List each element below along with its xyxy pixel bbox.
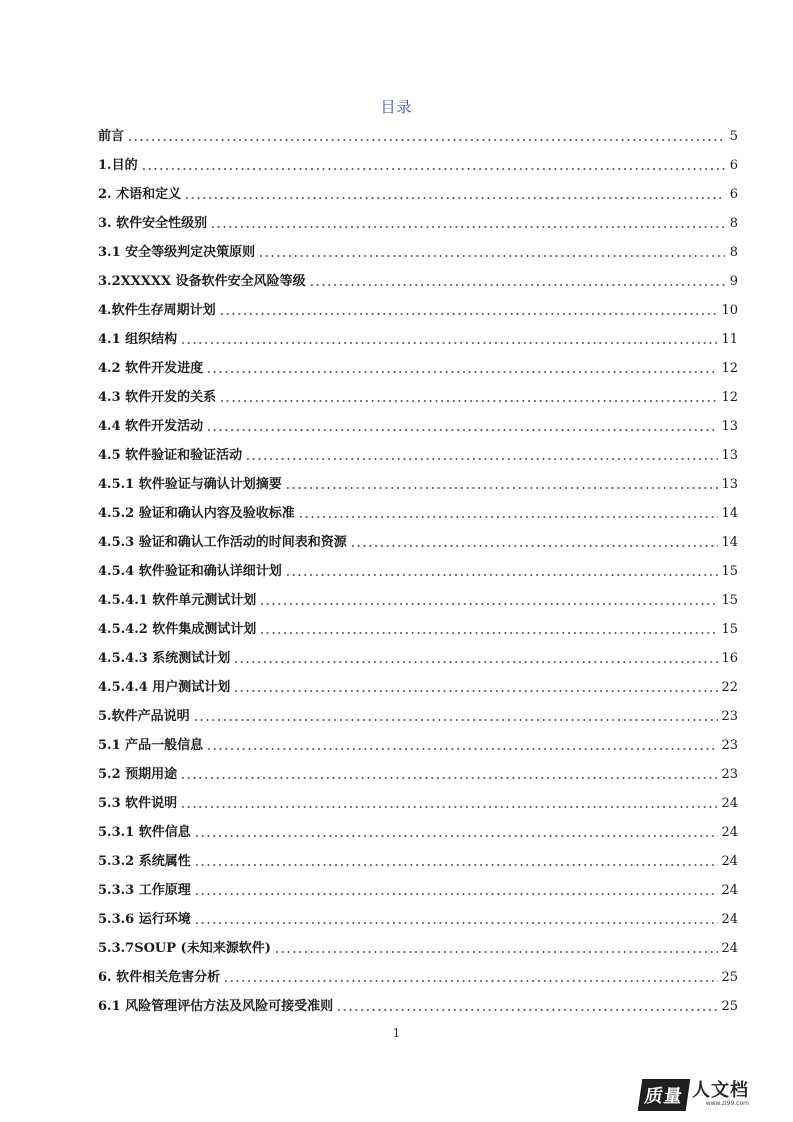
toc-entry-label: 前言 [98,129,125,144]
toc-entry-page: 15 [721,622,738,637]
toc-entry-label: 6. 软件相关危害分析 [98,970,221,985]
toc-entry[interactable] [98,174,738,203]
toc-entry[interactable] [98,754,738,783]
toc-dot-leader [206,429,718,431]
toc-dot-leader [219,313,719,315]
toc-entry-page: 8 [729,245,738,260]
toc-entry-page: 14 [721,535,738,550]
toc-entry-label: 4.5.1 软件验证与确认计划摘要 [98,477,282,492]
toc-list [98,116,738,1015]
toc-entry-page: 12 [721,390,738,405]
toc-dot-leader [274,951,719,953]
toc-entry-page: 24 [721,796,738,811]
toc-entry-page: 24 [721,941,738,956]
toc-entry-page: 11 [721,332,738,347]
toc-entry-page: 13 [721,419,738,434]
toc-dot-leader [233,661,718,663]
toc-entry[interactable] [98,116,738,145]
toc-entry-label: 5.2 预期用途 [98,767,178,782]
toc-entry-label: 2. 术语和定义 [98,187,182,202]
toc-entry[interactable] [98,261,738,290]
toc-entry-label: 4.5.4.1 软件单元测试计划 [98,593,257,608]
toc-entry[interactable] [98,464,738,493]
toc-entry-label: 4.3 软件开发的关系 [98,390,217,405]
toc-dot-leader [193,719,719,721]
toc-entry[interactable] [98,870,738,899]
toc-dot-leader [210,226,725,228]
toc-entry-label: 4.5.4.2 软件集成测试计划 [98,622,257,637]
toc-entry-page: 25 [721,999,738,1014]
toc-entry[interactable] [98,377,738,406]
toc-entry[interactable] [98,928,738,957]
toc-entry-page: 14 [721,506,738,521]
toc-entry[interactable] [98,696,738,725]
toc-entry[interactable] [98,725,738,754]
toc-dot-leader [258,255,725,257]
toc-entry[interactable] [98,232,738,261]
toc-entry-label: 5.软件产品说明 [98,709,190,724]
toc-entry-label: 5.3.3 工作原理 [98,883,191,898]
toc-dot-leader [180,342,718,344]
toc-entry-label: 5.3.2 系统属性 [98,854,191,869]
toc-dot-leader [259,632,718,634]
toc-entry-label: 6.1 风险管理评估方法及风险可接受准则 [98,999,334,1014]
toc-entry-label: 5.3.1 软件信息 [98,825,191,840]
watermark-logo [640,1078,782,1112]
toc-entry-page: 15 [721,564,738,579]
toc-dot-leader [298,516,719,518]
toc-entry-page: 6 [729,187,738,202]
toc-entry-page: 25 [721,970,738,985]
toc-entry-page: 12 [721,361,738,376]
toc-entry-page: 15 [721,593,738,608]
toc-entry-label: 5.3 软件说明 [98,796,178,811]
toc-entry-label: 4.1 组织结构 [98,332,178,347]
toc-entry[interactable] [98,899,738,928]
toc-dot-leader [223,980,718,982]
toc-entry-page: 23 [721,709,738,724]
toc-entry[interactable] [98,435,738,464]
toc-entry[interactable] [98,841,738,870]
toc-entry-page: 13 [721,477,738,492]
toc-entry-label: 3.1 安全等级判定决策原则 [98,245,256,260]
toc-entry-page: 24 [721,825,738,840]
toc-entry-label: 4.5.4.3 系统测试计划 [98,651,231,666]
toc-entry[interactable] [98,348,738,377]
toc-entry[interactable] [98,783,738,812]
toc-entry[interactable] [98,551,738,580]
toc-entry-label: 3.2XXXXX 设备软件安全风险等级 [98,274,306,289]
toc-entry[interactable] [98,580,738,609]
toc-entry-label: 4.5.2 验证和确认内容及验收标准 [98,506,295,521]
toc-entry-page: 8 [729,216,738,231]
toc-entry-label: 4.5.3 验证和确认工作活动的时间表和资源 [98,535,347,550]
toc-entry[interactable] [98,957,738,986]
toc-entry-label: 4.2 软件开发进度 [98,361,204,376]
toc-dot-leader [184,197,725,199]
toc-entry-label: 4.5.4 软件验证和确认详细计划 [98,564,282,579]
toc-entry-page: 24 [721,854,738,869]
page-number: 1 [392,1026,401,1040]
toc-dot-leader [194,835,719,837]
watermark-brand [692,1082,749,1108]
toc-dot-leader [194,922,719,924]
toc-entry-page: 16 [721,651,738,666]
toc-title: 目录 [380,98,413,116]
toc-dot-leader [259,603,718,605]
toc-entry[interactable] [98,203,738,232]
toc-entry[interactable] [98,667,738,696]
toc-dot-leader [194,864,719,866]
toc-dot-leader [350,545,719,547]
toc-dot-leader [336,1009,718,1011]
toc-entry-label: 4.5 软件验证和验证活动 [98,448,243,463]
toc-entry-page: 24 [721,883,738,898]
toc-entry[interactable] [98,290,738,319]
toc-dot-leader [180,806,718,808]
toc-dot-leader [245,458,718,460]
toc-entry-label: 5.3.7SOUP (未知来源软件) [98,941,271,956]
toc-entry-page: 24 [721,912,738,927]
toc-dot-leader [206,371,718,373]
toc-dot-leader [127,139,725,141]
toc-entry-page: 23 [721,767,738,782]
toc-entry[interactable] [98,638,738,667]
toc-dot-leader [219,400,718,402]
toc-dot-leader [233,690,718,692]
toc-entry[interactable] [98,406,738,435]
toc-entry[interactable] [98,145,738,174]
watermark-url: www.zl99.com [705,1100,749,1107]
toc-entry-page: 5 [729,129,738,144]
toc-entry-label: 5.1 产品一般信息 [98,738,204,753]
toc-dot-leader [309,284,725,286]
toc-entry-page: 23 [721,738,738,753]
toc-dot-leader [285,574,719,576]
toc-entry-label: 3. 软件安全性级别 [98,216,208,231]
toc-entry[interactable] [98,812,738,841]
toc-entry-label: 4.4 软件开发活动 [98,419,204,434]
toc-entry-page: 22 [721,680,738,695]
toc-dot-leader [206,748,718,750]
toc-entry-label: 4.软件生存周期计划 [98,303,216,318]
toc-dot-leader [194,893,719,895]
toc-entry-page: 6 [729,158,738,173]
toc-entry-label: 5.3.6 运行环境 [98,912,191,927]
watermark-brand-box: 质量 [638,1079,690,1111]
toc-entry-label: 1.目的 [98,158,138,173]
toc-entry-page: 9 [729,274,738,289]
toc-entry[interactable] [98,609,738,638]
watermark-brand-text: 人文档 [692,1080,749,1101]
toc-dot-leader [285,487,719,489]
toc-entry-label: 4.5.4.4 用户测试计划 [98,680,231,695]
toc-entry-page: 10 [721,303,738,318]
toc-dot-leader [180,777,718,779]
toc-entry[interactable] [98,986,738,1015]
toc-entry[interactable] [98,522,738,551]
toc-entry[interactable] [98,319,738,348]
toc-dot-leader [141,168,725,170]
toc-entry-page: 13 [721,448,738,463]
toc-entry[interactable] [98,493,738,522]
